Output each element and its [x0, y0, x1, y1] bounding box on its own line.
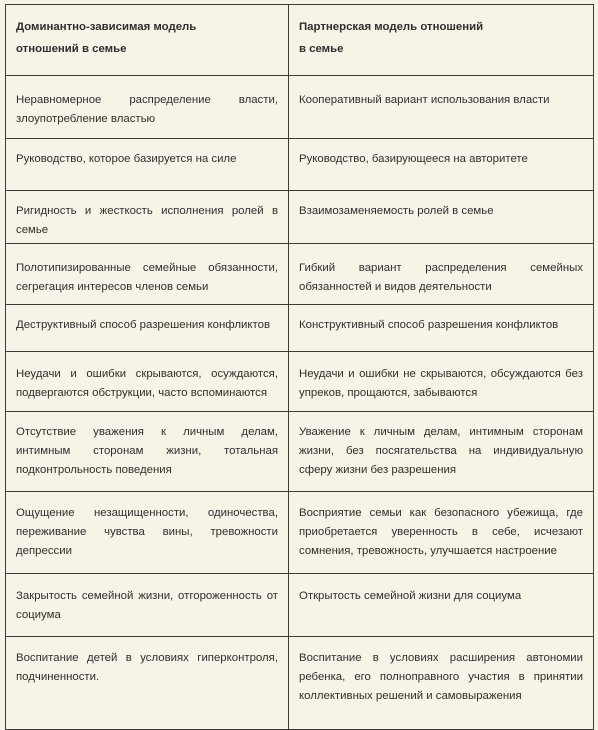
table-row: [6, 492, 594, 574]
header-partner-line-1: Партнерская модель отношений: [299, 21, 484, 33]
header-row: [6, 5, 594, 76]
partner-cell: Гибкий вариант распределения семейных обязанностей и видов деятельности: [289, 244, 594, 305]
dominant-cell: Ригидность и жесткость исполнения ролей в семье: [6, 191, 289, 244]
header-dominant-line-2: отношений в семье: [16, 43, 127, 55]
dominant-cell: Руководство, которое базируется на силе: [6, 139, 289, 191]
table-row: [6, 637, 594, 730]
table-row: [6, 244, 594, 305]
partner-cell: Конструктивный способ разрешения конфликтов: [289, 305, 594, 352]
partner-cell: Воспитание в условиях расширения автономии ребенка, его полноправного участия в принятии коллективных решений и самовыражения: [289, 637, 594, 730]
header-dominant-model: [6, 5, 289, 76]
table-row: [6, 76, 594, 139]
table-row: [6, 352, 594, 412]
table-row: [6, 412, 594, 492]
partner-cell: Неудачи и ошибки не скрываются, обсуждаются без упреков, прощаются, забываются: [289, 352, 594, 412]
dominant-cell: Ощущение незащищенности, одиночества, переживание чувства вины, тревожности депрессии: [6, 492, 289, 574]
dominant-cell: Деструктивный способ разрешения конфликтов: [6, 305, 289, 352]
table-row: [6, 305, 594, 352]
family-models-comparison-table: [5, 4, 594, 730]
dominant-cell: Полотипизированные семейные обязанности, сегрегация интересов членов семьи: [6, 244, 289, 305]
partner-cell: Кооперативный вариант использования власти: [289, 76, 594, 139]
dominant-cell: Неравномерное распределение власти, злоупотребление властью: [6, 76, 289, 139]
header-partner-line-2: в семье: [299, 43, 344, 55]
dominant-cell: Закрытость семейной жизни, отгороженность от социума: [6, 574, 289, 637]
partner-cell: Взаимозаменяемость ролей в семье: [289, 191, 594, 244]
table-row: [6, 139, 594, 191]
partner-cell: Открытость семейной жизни для социума: [289, 574, 594, 637]
table-row: [6, 191, 594, 244]
partner-cell: Руководство, базирующееся на авторитете: [289, 139, 594, 191]
dominant-cell: Неудачи и ошибки скрываются, осуждаются, подвергаются обструкции, часто вспоминаются: [6, 352, 289, 412]
partner-cell: Восприятие семьи как безопасного убежища, где приобретается уверенность в себе, исчезают сомнения, тревожность, улучшается настроение: [289, 492, 594, 574]
dominant-cell: Воспитание детей в условиях гиперконтроля, подчиненности.: [6, 637, 289, 730]
dominant-cell: Отсутствие уважения к личным делам, интимным сторонам жизни, тотальная подконтрольность поведения: [6, 412, 289, 492]
header-dominant-line-1: Доминантно-зависимая модель: [16, 21, 197, 33]
header-partner-model: [289, 5, 594, 76]
table-row: [6, 574, 594, 637]
partner-cell: Уважение к личным делам, интимным сторонам жизни, без посягательства на индивидуальную сферу жизни без разрешения: [289, 412, 594, 492]
